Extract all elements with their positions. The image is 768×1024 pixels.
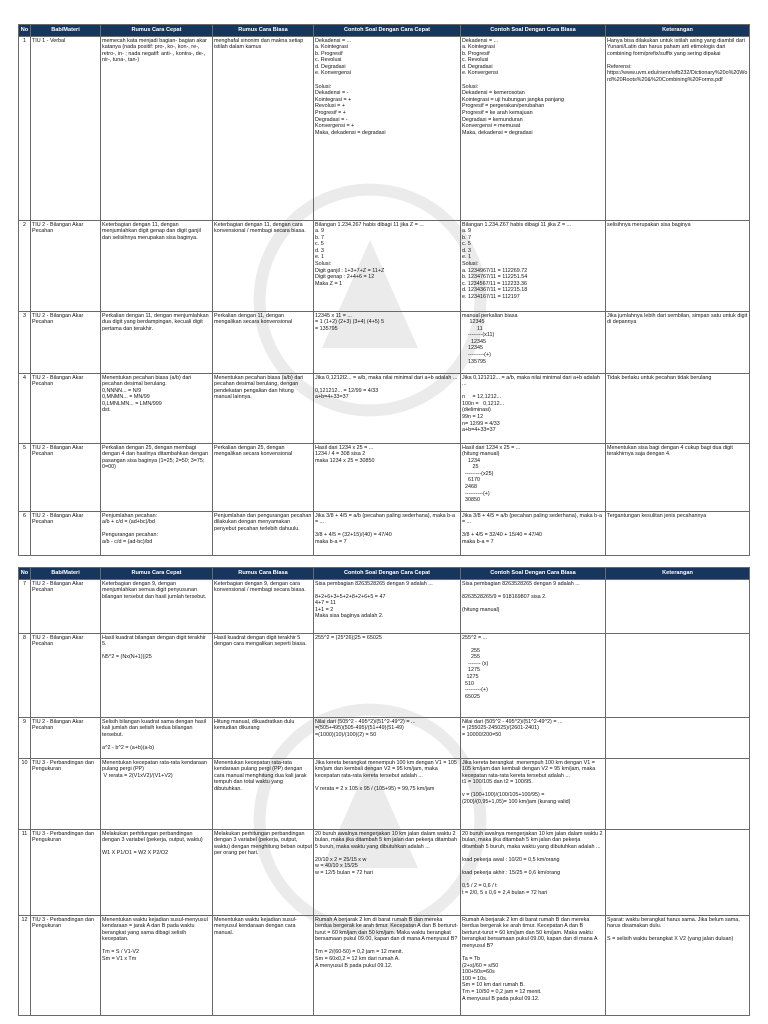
cell-rumus-biasa: Perkalian dengan 11, dengan mengalikan secara konvensional [213,312,314,374]
cell-no: 5 [19,444,31,512]
cell-bab-materi: TIU 3 - Perbandingan dan Pengukuran [31,916,101,1016]
table-row [19,718,750,759]
cell-no: 6 [19,512,31,556]
cell-no: 12 [19,916,31,1016]
header-rumus-cepat: Rumus Cara Cepat [101,25,213,37]
cell-keterangan: Menentukan sisa bagi dengan 4 cukup bagi dua digit terakhirnya saja dengan 4. [606,444,750,512]
cell-keterangan: Hanya bisa dilakukan untuk istilah asing yang diambil dari Yunani/Latin dan harus paham arti etimologis dari combining form/prefix/suffix yang sering dipakai Referensi: https://www.uvm.edu/rsenr/wfb232/Dictionary%20o%20Word%20Roots%20&%20Combining%20Forms.pdf [606,37,750,221]
cell-no: 10 [19,759,31,830]
cell-rumus-biasa: Menentukan pecahan biasa (a/b) dari pecahan desimal berulang, dengan pendekatan pengalian dan hitung manual lainnya. [213,374,314,444]
cell-contoh-biasa: manual perkalian biasa 12345 11 --------(x11) 12345 12345 ---------(+) 135795 [461,312,606,374]
cell-bab-materi: TIU 1 - Verbal [31,37,101,221]
cell-rumus-cepat: Menentukan pecahan biasa (a/b) dari pecahan desimal berulang. 0,NNNN... = N/9 0,MNMN... = MN/99 0,LMNLMN... = LMN/999 dst. [101,374,213,444]
header-contoh-biasa: Contoh Soal Dengan Cara Biasa [461,25,606,37]
cell-rumus-cepat: Perkalian dengan 25, dengan membagi dengan 4 dan hasilnya ditambahkan dengan pasangan sisa baginya (1=25; 2=50; 3=75; 0=00) [101,444,213,512]
cell-rumus-cepat: Penjumlahan pecahan: a/b + c/d = (ad+bc)/bd Pengurangan pecahan: a/b - c/d = (ad-bc)/bd [101,512,213,556]
cell-keterangan [606,580,750,634]
cell-bab-materi: TIU 2 - Bilangan Akar Pecahan [31,718,101,759]
formula-table-page-2 [18,567,750,1016]
cell-keterangan [606,634,750,718]
cell-rumus-biasa: menghafal sinonim dan makna setiap istilah dalam kamus [213,37,314,221]
cell-no: 9 [19,718,31,759]
cell-rumus-biasa: Keterbagian dengan 11, dengan cara konvensional / membagi secara biasa. [213,221,314,312]
header-contoh-biasa: Contoh Soal Dengan Cara Biasa [461,568,606,580]
cell-bab-materi: TIU 2 - Bilangan Akar Pecahan [31,634,101,718]
cell-contoh-biasa: Jika kereta berangkat menempuh 100 km dengan V1 = 105 km/jam dan kembali dengan V2 = 95 km/jam, maka kecepatan rata-rata kereta tersebut adalah ... t1 = 100/105 dan t2 = 100/95. v = (100+100)/(100/105+100/95) = (200)/(0,95+1,05)= 100 km/jam (kurang valid) [461,759,606,830]
cell-contoh-biasa: Dekadensi = ... a. Kointegrasi b. Progresif c. Revolusi d. Degradasi e. Konvergensi Solusi: Dekadensi = kemerosotan Kointegrasi = uji hubungan jangka panjang Progresif = pergerakan/perubahan Progresif = ke arah kemajuan Degradasi = kemunduran Konvergensi = memusat Maka, dekadensi = degradasi [461,37,606,221]
header-bab-materi: Bab/Materi [31,568,101,580]
cell-no: 11 [19,830,31,916]
table-row [19,759,750,830]
cell-no: 1 [19,37,31,221]
cell-contoh-cepat: Rumah A berjarak 2 km di barat rumah B dan mereka berdua bergerak ke arah timur. Kecepatan A dan B berturut-turut = 60 km/jam dan 50 km/jam. Maka waktu berangkat bersamaan pukul 09.00, kapan dan di mana A menyusul B? Tm = 2/(60-50) = 0,2 jam = 12 menit. Sm = 60x0,2 = 12 km dari rumah A. A menyusul B pada pukul 09.12. [314,916,461,1016]
cell-contoh-cepat: Hasil dari 1234 x 25 = ... 1234 / 4 = 308 sisa 2 maka 1234 x 25 = 30850 [314,444,461,512]
cell-keterangan: Jika jumlahnya lebih dari sembilan, simpan satu untuk digit di depannya [606,312,750,374]
cell-bab-materi: TIU 2 - Bilangan Akar Pecahan [31,221,101,312]
header-keterangan: Keterangan [606,568,750,580]
cell-contoh-cepat: 255^2 = (25*26)|25 = 65025 [314,634,461,718]
header-no: No [19,568,31,580]
cell-rumus-cepat: Menentukan kecepatan rata-rata kendaraan pulang pergi (PP) V rerata = 2(V1xV2)/(V1+V2) [101,759,213,830]
table-row [19,634,750,718]
cell-rumus-biasa: Menentukan waktu kejadian susul-menyusul kendaraan dengan cara manual. [213,916,314,1016]
cell-contoh-cepat: Sisa pembagian 8263528265 dengan 9 adalah ... 8+2+6+3+5+2+8+2+6+5 = 47 4+7 = 11 1+1 = 2 Maka sisa baginya adalah 2. [314,580,461,634]
cell-rumus-biasa: Perkalian dengan 25, dengan mengalikan secara konvensional [213,444,314,512]
cell-rumus-biasa: Keterbagian dengan 9, dengan cara konvensional / membagi secara biasa. [213,580,314,634]
cell-bab-materi: TIU 2 - Bilangan Akar Pecahan [31,580,101,634]
table-row [19,374,750,444]
cell-bab-materi: TIU 3 - Perbandingan dan Pengukuran [31,830,101,916]
cell-rumus-biasa: Hitung manual, dikuadratkan dulu kemudian dikurang [213,718,314,759]
cell-rumus-cepat: Melakukan perhitungan perbandingan dengan 3 variabel (pekerja, output, waktu) W1 X P1/O1 = W2 X P2/O2 [101,830,213,916]
cell-rumus-cepat: Menentukan waktu kejadian susul-menyusul kendaraan = jarak A dan B pada waktu berangkat yang sama dibagi selisih kecepatan. Tm = S / V1-V2 Sm = V1 x Tm [101,916,213,1016]
cell-contoh-biasa: Nilai dari (505^2 - 495^2)/(51^2-49^2) = ... = (255025-245025)/(2601-2401) = 10000/200=50 [461,718,606,759]
cell-contoh-cepat: Jika kereta berangkat menempuh 100 km dengan V1 = 105 km/jam dan kembali dengan V2 = 95 km/jam, maka kecepatan rata-rata kereta tersebut adalah ... V rerata = 2 x 105 x 95 / (105+95) = 99,75 km/jam [314,759,461,830]
cell-keterangan [606,718,750,759]
cell-rumus-cepat: Keterbagian dengan 11, dengan menjumlahkan digit genap dan digit ganjil dan selisihnya merupakan sisa baginya. [101,221,213,312]
cell-keterangan: Tidak berlaku untuk pecahan tidak berulang [606,374,750,444]
cell-no: 4 [19,374,31,444]
header-rumus-biasa: Rumus Cara Biasa [213,568,314,580]
cell-no: 3 [19,312,31,374]
cell-bab-materi: TIU 3 - Perbandingan dan Pengukuran [31,759,101,830]
table-row [19,916,750,1016]
table-row [19,444,750,512]
cell-contoh-biasa: Jika 0,121212... = a/b, maka nilai minimal dari a+b adalah ... n = 12,1212... 100n = 0,1212... (dieliminasi) 99n = 12 n= 12/99 = 4/33 a+b=4+33=37 [461,374,606,444]
cell-bab-materi: TIU 2 - Bilangan Akar Pecahan [31,374,101,444]
table-header-row [19,568,750,580]
cell-no: 7 [19,580,31,634]
cell-keterangan [606,830,750,916]
cell-contoh-biasa: Bilangan 1.234.Z67 habis dibagi 11 jika Z = ... a. 9 b. 7 c. 5 d. 3 e. 1 Solusi: a. 1234967/11 = 112269.72 b. 1234767/11 = 112251.54 c. 1234567/11 = 112233.36 d. 1234367/11 = 112215.18 e. 1234167/11 = 112197 [461,221,606,312]
table-row [19,37,750,221]
header-bab-materi: Bab/Materi [31,25,101,37]
table-row [19,312,750,374]
cell-rumus-biasa: Hasil kuadrat dengan digit terakhir 5 dengan cara mengalikan seperti biasa. [213,634,314,718]
cell-bab-materi: TIU 2 - Bilangan Akar Pecahan [31,312,101,374]
cell-keterangan [606,759,750,830]
cell-contoh-biasa: Hasil dari 1234 x 25 = ... (hitung manual) 1234 25 ---------(x25) 6170 2468 ----------(+) 30850 [461,444,606,512]
header-rumus-cepat: Rumus Cara Cepat [101,568,213,580]
cell-contoh-biasa: 255^2 = ... 255 255 ------- (x) 1275 1275 510 ---------(+) 65025 [461,634,606,718]
cell-rumus-cepat: memecah kata menjadi bagian- bagian akar katanya (nada positif: pro-, ko-, kon-, re-, retro-, in- ; nada negatif: anti- , kontra-, de-, nir-, tuna-, tan-) [101,37,213,221]
cell-rumus-biasa: Penjumlahan dan pengurangan pecahan dilakukan dengan menyamakan penyebut pecahan terlebih dahuulu. [213,512,314,556]
cell-no: 2 [19,221,31,312]
cell-contoh-biasa: 20 buruh awalnya mengerjakan 10 km jalan dalam waktu 2 bulan, maka jika ditambah 5 km jalan dan pekerja ditambah 5 buruh, maka waktu yang dibutuhkan adalah ... load pekerja awal : 10/20 = 0,5 km/orang load pekerja akhir : 15/25 = 0,6 km/orang 0,5 / 2 = 0,6 / t t = 2/0, 5 x 0,6 = 2,4 bulan = 72 hari [461,830,606,916]
cell-keterangan: Syarat: waktu berangkat harus sama. Jika belum sama, harus disamakan dulu. S = selisih waktu berangkat X V2 (yang jalan duluan) [606,916,750,1016]
cell-contoh-biasa: Jika 3/8 + 4/5 = a/b (pecahan paling sederhana), maka b-a = ... 3/8 + 4/5 = 32/40 + 15/40 = 47/40 maka b-a = 7 [461,512,606,556]
table-header-row [19,25,750,37]
header-rumus-biasa: Rumus Cara Biasa [213,25,314,37]
cell-contoh-cepat: Jika 0,1212I2... = a/b, maka nilai minimal dari a+b adalah ... 0,121212... = 12/99 = 4/33 a+b=4+33=37 [314,374,461,444]
header-keterangan: Keterangan [606,25,750,37]
formula-table-page-1 [18,24,750,556]
cell-rumus-biasa: Menentukan kecepatan rata-rata kendaraan pulang pergi (PP) dengan cara manual menghitung dua kali jarak tempuh dan total waktu yang dibutuhkan. [213,759,314,830]
table-row [19,580,750,634]
header-contoh-cepat: Contoh Soal Dengan Cara Cepat [314,25,461,37]
cell-keterangan: selisihnya merupakan sisa baginya [606,221,750,312]
table-row [19,830,750,916]
cell-rumus-cepat: Hasil kuadrat bilangan dengan digit terakhir 5. N5^2 = (Nx(N+1))|25 [101,634,213,718]
cell-keterangan: Tergantungan kesulitan jenis pecahannya [606,512,750,556]
cell-contoh-cepat: Dekadensi = ... a. Kointegrasi b. Progresif c. Revolusi d. Degradasi e. Konvergensi Solusi: Dekadensi = - Kointegrasi = + Revolusi = + Progresif = + Degradasi = - Konvergensi = + Maka, dekadensi = degradasi [314,37,461,221]
cell-contoh-cepat: Bilangan 1.234.267 habis dibagi 11 jika Z = ... a. 9 b. 7 c. 5 d. 3 e. 1 Solusi: Digit ganjil : 1+3+7+Z = 11+Z Digit genap : 2+4+6 = 12 Maka Z = 1 [314,221,461,312]
table-row [19,221,750,312]
cell-rumus-cepat: Selisih bilangan kuadrat sama dengan hasil kali jumlah dan selisih kedua bilangan tersebut. a^2 - b^2 = (a+b)(a-b) [101,718,213,759]
cell-no: 8 [19,634,31,718]
cell-contoh-cepat: 12345 x 11 = ... = 1 (1+2) (2+3) (3+4) (4+5) 5 = 135795 [314,312,461,374]
cell-rumus-biasa: Melakukan perhitungan perbandingan dengan 3 variabel (pekerja, output, waktu) dengan menghitung beban output per orang per hari. [213,830,314,916]
cell-contoh-cepat: 20 buruh awalnya mengerjakan 10 km jalan dalam waktu 2 bulan, maka jika ditambah 5 km jalan dan pekerja ditambah 5 buruh, maka waktu yang dibutuhkan adalah ... 20/10 x 2 = 25/15 x w w = 40/10 x 15/25 w = 12/5 bulan = 72 hari [314,830,461,916]
cell-contoh-cepat: Nilai dari (505^2 - 495^2)/(51^2-49^2) = ... =(505+495)(505-495)/(51+49)(51-49) =(1000)(10)/(100)(2) = 50 [314,718,461,759]
table-row [19,512,750,556]
cell-contoh-biasa: Rumah A berjarak 2 km di barat rumah B dan mereka berdua bergerak ke arah timur. Kecepatan A dan B berturut-turut = 60 km/jam dan 50 km/jam. Maka waktu berangkat bersamaan pukul 09.00, kapan dan di mana A menyusul B? Ta = Tb (2+s)/60 = s/50 100+50s=60s 100 = 10s. Sm = 10 km dari rumah B. Tm = 10/50 = 0,2 jam = 12 menit. A menyusul B pada pukul 09.12. [461,916,606,1016]
cell-rumus-cepat: Perkalian dengan 11, dengan menjumlahkan dua digit yang berdampingan, kecuali digit pertama dan terakhir. [101,312,213,374]
cell-contoh-cepat: Jika 3/8 + 4/5 = a/b (pecahan paling sederhana), maka b-a = ... 3/8 + 4/5 = (32+15)/(40) = 47/40 maka b-a = 7 [314,512,461,556]
header-contoh-cepat: Contoh Soal Dengan Cara Cepat [314,568,461,580]
cell-bab-materi: TIU 2 - Bilangan Akar Pecahan [31,512,101,556]
cell-rumus-cepat: Keterbagian dengan 9, dengan menjumlahkan semua digit penyusunan bilangan tersebut dan hasil jumlah tersebut. [101,580,213,634]
cell-bab-materi: TIU 2 - Bilangan Akar Pecahan [31,444,101,512]
header-no: No [19,25,31,37]
cell-contoh-biasa: Sisa pembagian 8263528265 dengan 9 adalah ... 8263528265/9 = 918169807 sisa 2. (hitung manual) [461,580,606,634]
